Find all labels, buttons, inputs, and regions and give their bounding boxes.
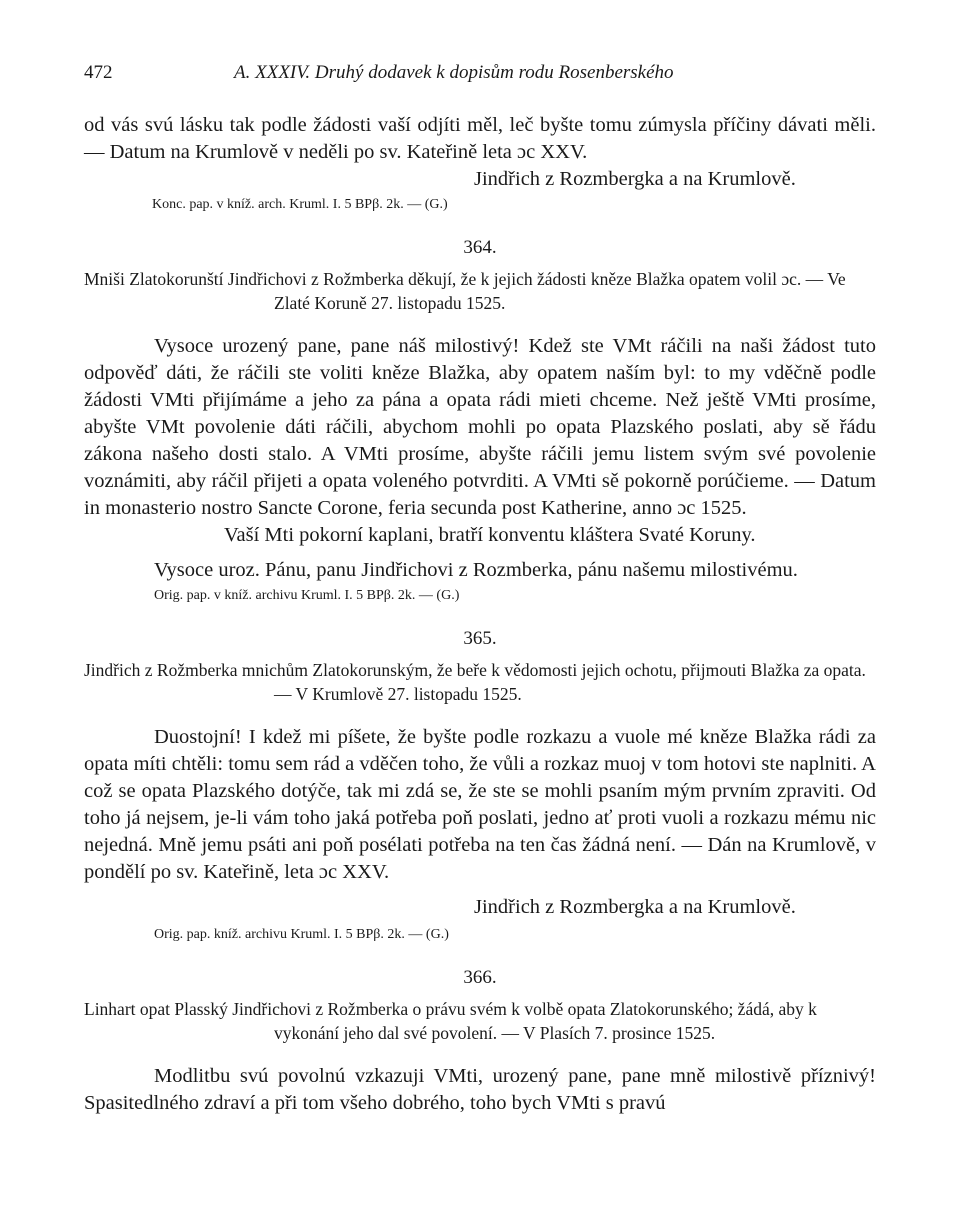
document-body-364: Vysoce urozený pane, pane náš milostivý! Kdež ste VMt ráčili na naši žádost tuto odpověď dáti, že ráčili ste voliti kněze Blažka, aby opatem naším byl: to my vděčně podle žádosti VMti přijímáme a jeho za pána a opata rádi mieti chceme. Než ještě VMti prosíme, abyšte VMt povolenie dáti ráčili, abychom mohli po opata Plazského poslati, aby sě řádu zákona našeho dosti stalo. A VMti prosíme, abyšte ráčili jemu listem svým své povolenie voznámiti, aby ráčil přijeti a opata voleného potvrditi. A VMti sě pokorně porúčieme. — Datum in monasterio nostro Sancte Corone, feria secunda post Katherine, anno ɔc 1525. [84, 335, 876, 519]
page-number: 472 [84, 62, 113, 83]
document-source-365: Orig. pap. kníž. archivu Kruml. I. 5 BPβ. 2k. — (G.) [154, 927, 449, 942]
document-summary-365: Jindřich z Rožmberka mnichům Zlatokorunským, že beře k vědomosti jejich ochotu, přijmouti Blažka za opata. — V Krumlově 27. listopadu 1525. [84, 660, 866, 704]
document-signature-364: Vaší Mti pokorní kaplani, bratří konventu kláštera Svaté Koruny. [224, 524, 756, 546]
page-header [84, 56, 876, 90]
running-title: A. XXXIV. Druhý dodavek k dopisům rodu Rosenberského [234, 62, 674, 83]
document-summary-364: Mniši Zlatokorunští Jindřichovi z Rožmberka děkují, že k jejich žádosti kněze Blažka opatem volil ɔc. — Ve Zlaté Koruně 27. listopadu 1525. [84, 269, 846, 313]
document-number-364: 364. [463, 237, 497, 258]
continuation-signature: Jindřich z Rozmbergka a na Krumlově. [474, 168, 796, 190]
continuation-text: od vás svú lásku tak podle žádosti vaší odjíti měl, leč byšte tomu zúmysla příčiny dávati měli. — Datum na Krumlově v neděli po sv. Kateřině leta ɔc XXV. [84, 114, 876, 163]
document-body-365: Duostojní! I kdež mi píšete, že byšte podle rozkazu a vuole mé kněze Blažka rádi za opata míti chtěli: tomu sem rád a vděčen toho, že vůli a rozkaz muoj v tom hotovi ste naplniti. A což se opata Plazského dotýče, tak mi zdá se, že ste se mohli psaním mým prvním zpraviti. Od toho já nejsem, je-li vám toho jaká potřeba poň poslati, jedno ať proti vuoli a rozkazu mému nic nejedná. Mně jemu psáti ani poň posélati potřeba na ten čas žádná není. — Dán na Krumlově, v pondělí po sv. Kateřině, leta ɔc XXV. [84, 726, 876, 883]
document-source-364: Orig. pap. v kníž. archivu Kruml. I. 5 BPβ. 2k. — (G.) [154, 588, 460, 603]
document-body-366: Modlitbu svú povolnú vzkazuji VMti, urozený pane, pane mně milostivě příznivý! Spasitedlného zdraví a při tom všeho dobrého, toho bych VMti s pravú [84, 1065, 876, 1114]
document-signature-365: Jindřich z Rozmbergka a na Krumlově. [474, 896, 796, 918]
continuation-source: Konc. pap. v kníž. arch. Kruml. I. 5 BPβ. 2k. — (G.) [152, 197, 448, 212]
document-summary-366: Linhart opat Plasský Jindřichovi z Rožmberka o právu svém k volbě opata Zlatokorunského; žádá, aby k vykonání jeho dal své povolení. — V Plasích 7. prosince 1525. [84, 999, 817, 1043]
document-number-365: 365. [463, 628, 497, 649]
document-number-366: 366. [463, 967, 497, 988]
document-address-364: Vysoce uroz. Pánu, panu Jindřichovi z Rozmberka, pánu našemu milostivému. [154, 559, 798, 581]
